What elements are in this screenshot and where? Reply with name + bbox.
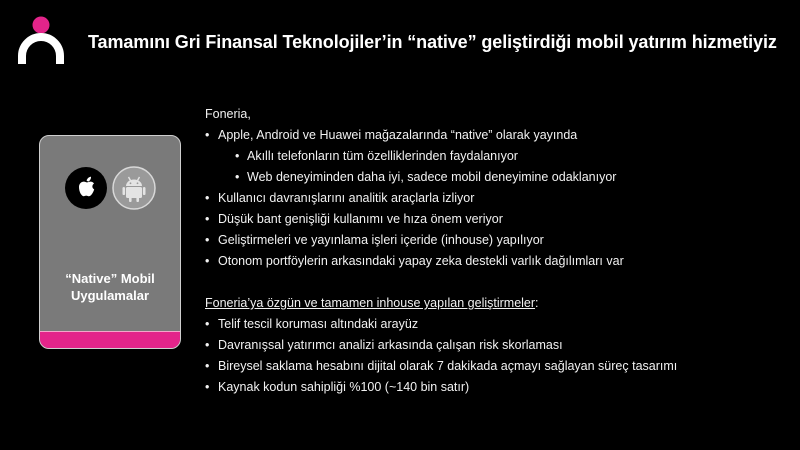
apple-icon xyxy=(65,167,107,209)
section1-list xyxy=(205,125,795,272)
list-item: • Otonom portföylerin arkasındaki yapay zeka destekli varlık dağılımları var xyxy=(205,251,795,272)
section2-heading-colon: : xyxy=(535,296,539,310)
card-label-line2: Uygulamalar xyxy=(70,288,150,303)
content-area xyxy=(205,104,795,398)
card-label-line1: “Native” Mobil xyxy=(65,271,155,286)
list-item: • Apple, Android ve Huawei mağazalarında “native” olarak yayında xyxy=(205,125,795,146)
section2-list xyxy=(205,314,795,398)
list-item: • Kaynak kodun sahipliği %100 (~140 bin satır) xyxy=(205,377,795,398)
list-item: • Geliştirmeleri ve yayınlama işleri içeride (inhouse) yapılıyor xyxy=(205,230,795,251)
card-label xyxy=(40,270,180,304)
list-item: • Web deneyiminden daha iyi, sadece mobil deneyimine odaklanıyor xyxy=(205,167,795,188)
list-item: • Düşük bant genişliği kullanımı ve hıza önem veriyor xyxy=(205,209,795,230)
list-item: • Akıllı telefonların tüm özelliklerinden faydalanıyor xyxy=(205,146,795,167)
company-logo xyxy=(18,16,64,66)
list-item: • Telif tescil koruması altındaki arayüz xyxy=(205,314,795,335)
card-accent-bar xyxy=(40,331,180,348)
section2-heading-text: Foneria’ya özgün ve tamamen inhouse yapılan geliştirmeler xyxy=(205,296,536,310)
list-item: • Bireysel saklama hesabını dijital olarak 7 dakikada açmayı sağlayan süreç tasarımı xyxy=(205,356,795,377)
logo-icon xyxy=(18,16,64,66)
section2-heading xyxy=(205,293,795,314)
list-item: • Kullanıcı davranışlarını analitik araçlarla izliyor xyxy=(205,188,795,209)
section-spacer xyxy=(205,272,795,293)
section1-intro: Foneria, xyxy=(205,107,251,121)
native-apps-card xyxy=(39,135,181,349)
android-icon xyxy=(113,167,155,209)
platform-icons xyxy=(64,166,160,210)
page-title: Tamamını Gri Finansal Teknolojiler’in “native” geliştirdiği mobil yatırım hizmetiyiz xyxy=(88,32,777,52)
list-item: • Davranışsal yatırımcı analizi arkasında çalışan risk skorlaması xyxy=(205,335,795,356)
